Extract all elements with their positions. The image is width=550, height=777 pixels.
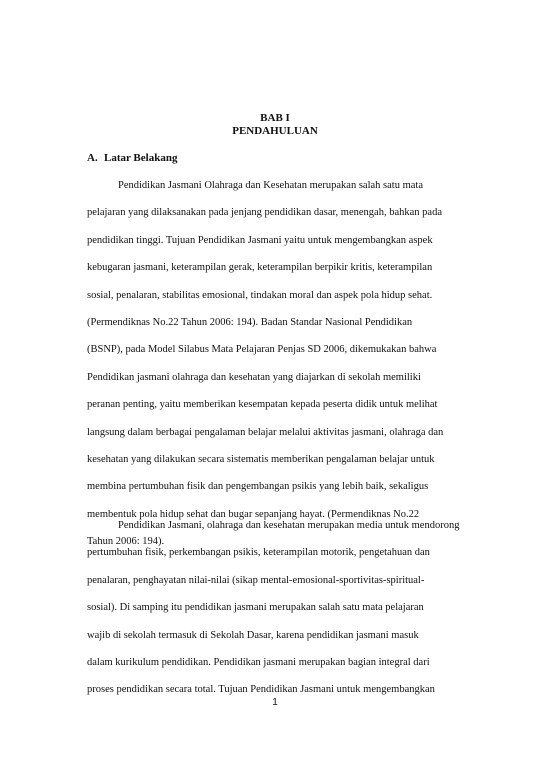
paragraph-line: membentuk pola hidup sehat dan bugar sepanjang hayat. (Permendiknas No.22 xyxy=(87,508,420,520)
paragraph-line: sosial, penalaran, stabilitas emosional, tindakan moral dan aspek pola hidup sehat. xyxy=(87,289,433,301)
paragraph-line: langsung dalam berbagai pengalaman belajar melalui aktivitas jasmani, olahraga dan xyxy=(87,426,444,438)
paragraph-2 xyxy=(87,512,473,704)
paragraph-line: Pendidikan jasmani olahraga dan kesehatan yang diajarkan di sekolah memiliki xyxy=(87,371,421,383)
paragraph-line: wajib di sekolah termasuk di Sekolah Dasar, karena pendidikan jasmani masuk xyxy=(87,629,419,641)
section-heading xyxy=(87,152,177,165)
paragraph-line: penalaran, penghayatan nilai-nilai (sikap mental-emosional-sportivitas-spiritual- xyxy=(87,574,425,586)
paragraph-line: Tahun 2006: 194). xyxy=(87,536,165,548)
page-number: 1 xyxy=(272,697,278,708)
paragraph-line: sosial). Di samping itu pendidikan jasmani merupakan salah satu mata pelajaran xyxy=(87,602,424,614)
paragraph-line: proses pendidikan secara total. Tujuan Pendidikan Jasmani untuk mengembangkan xyxy=(87,684,435,696)
paragraph-line: Pendidikan Jasmani Olahraga dan Kesehatan merupakan salah satu mata xyxy=(118,180,423,191)
paragraph-line: pendidikan tinggi. Tujuan Pendidikan Jasmani yaitu untuk mengembangkan aspek xyxy=(87,234,433,246)
section-title: Latar Belakang xyxy=(104,152,178,164)
paragraph-line: kebugaran jasmani, keterampilan gerak, keterampilan berpikir kritis, keterampilan xyxy=(87,262,433,274)
paragraph-line: (Permendiknas No.22 Tahun 2006: 194). Badan Standar Nasional Pendidikan xyxy=(87,317,413,329)
paragraph-line: membina pertumbuhan fisik dan pengembangan psikis yang lebih baik, sekaligus xyxy=(87,481,429,493)
paragraph-line: Pendidikan Jasmani, olahraga dan kesehatan merupakan media untuk mendorong xyxy=(118,520,460,531)
paragraph-line: pertumbuhan fisik, perkembangan psikis, keterampilan motorik, pengetahuan dan xyxy=(87,547,430,559)
paragraph-1 xyxy=(87,172,473,556)
paragraph-line: pelajaran yang dilaksanakan pada jenjang pendidikan dasar, menengah, bahkan pada xyxy=(87,207,442,219)
paragraph-line: (BSNP), pada Model Silabus Mata Pelajaran Penjas SD 2006, dikemukakan bahwa xyxy=(87,344,437,356)
chapter-title: PENDAHULUAN xyxy=(232,125,318,137)
chapter-label: BAB I xyxy=(260,112,290,124)
paragraph-line: dalam kurikulum pendidikan. Pendidikan jasmani merupakan bagian integral dari xyxy=(87,657,430,669)
paragraph-line: kesehatan yang dilakukan secara sistematis memberikan pengalaman belajar untuk xyxy=(87,454,435,466)
paragraph-line: peranan penting, yaitu memberikan kesempatan kepada peserta didik untuk melihat xyxy=(87,399,438,411)
section-number: A. xyxy=(87,152,98,164)
